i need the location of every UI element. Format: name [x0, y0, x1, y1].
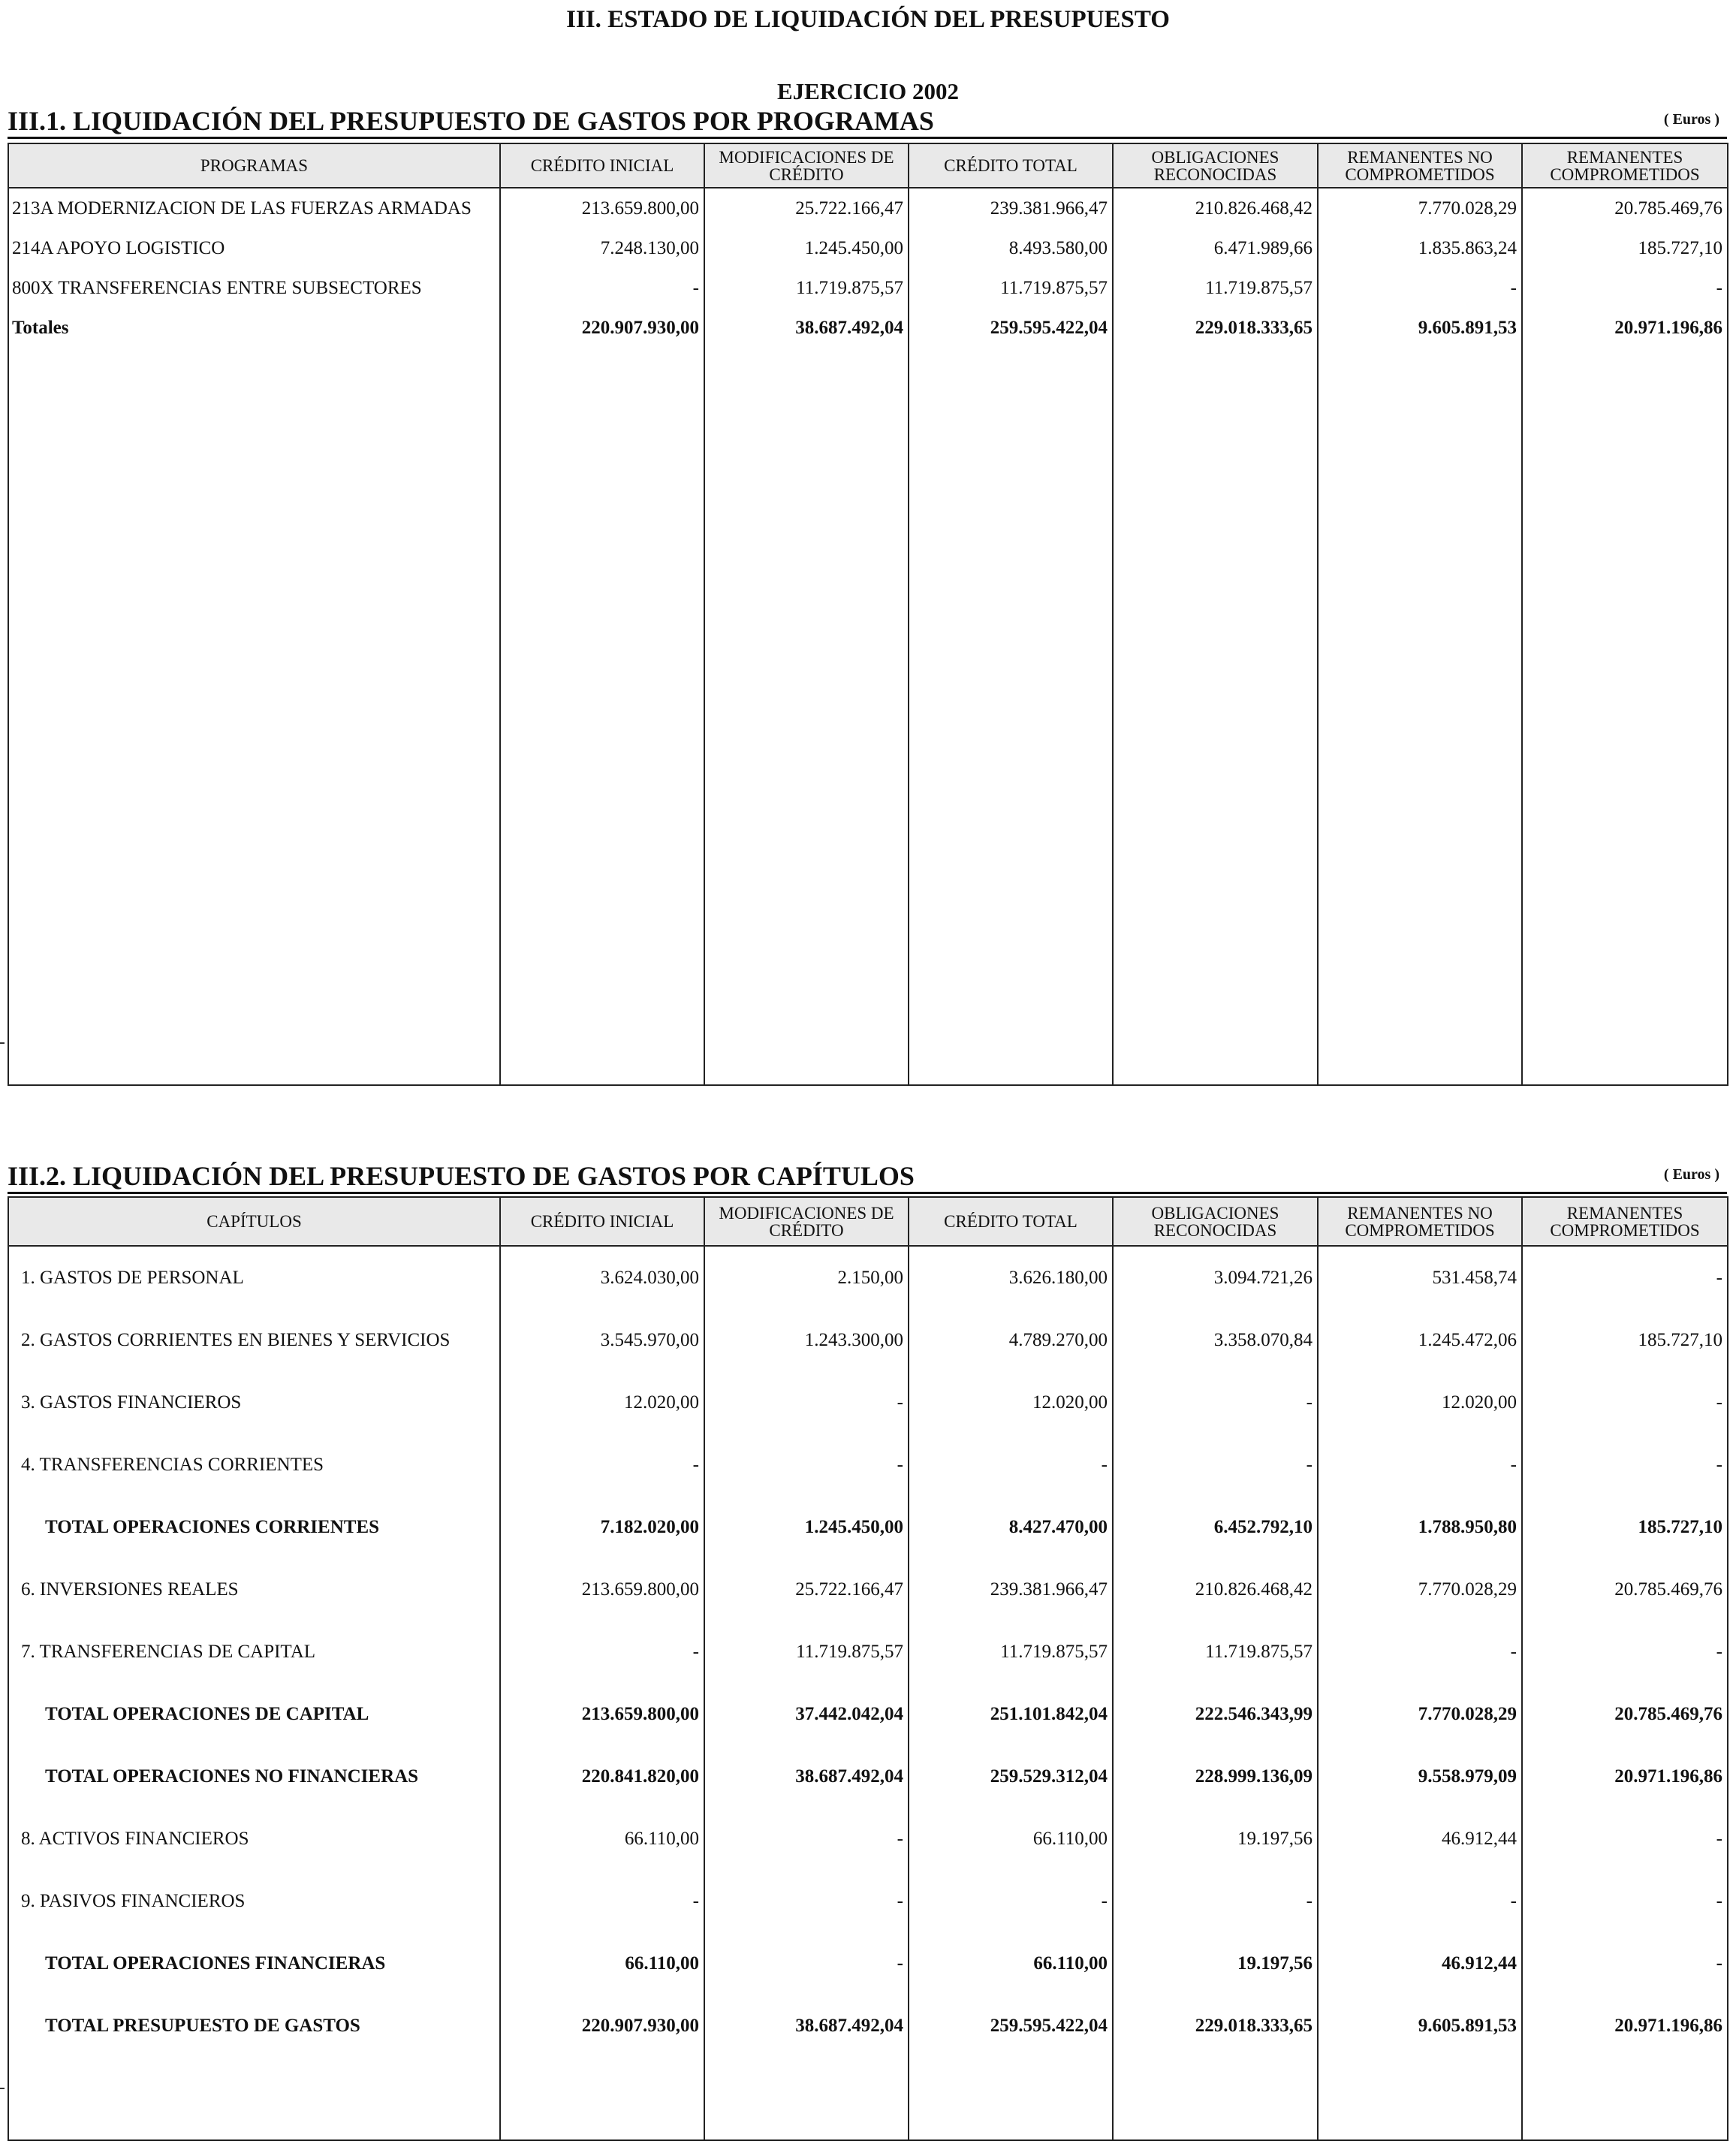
cell-value: 259.595.422,04 — [909, 1995, 1113, 2057]
header-credito-total: CRÉDITO TOTAL — [909, 143, 1113, 188]
row-label: 4. TRANSFERENCIAS CORRIENTES — [8, 1434, 500, 1496]
header-modificaciones: MODIFICACIONES DE CRÉDITO — [704, 1197, 909, 1246]
cell-value: 12.020,00 — [1318, 1371, 1522, 1434]
cell-value: - — [1522, 1621, 1728, 1683]
section1-rule — [8, 137, 1727, 139]
cell-value: 6.452.792,10 — [1113, 1496, 1318, 1558]
cell-value: 20.785.469,76 — [1522, 1683, 1728, 1745]
cell-value: 66.110,00 — [909, 1808, 1113, 1870]
table-row — [8, 1870, 1728, 1932]
cell-value: 38.687.492,04 — [704, 1745, 909, 1808]
cell-value: - — [500, 268, 704, 308]
cell-value: 220.907.930,00 — [500, 1995, 704, 2057]
programs-table — [8, 143, 1728, 1086]
table-row — [8, 1371, 1728, 1434]
cell-value: 11.719.875,57 — [704, 268, 909, 308]
section2-rule — [8, 1192, 1727, 1194]
table-row — [8, 228, 1728, 268]
subtotal-row — [8, 1745, 1728, 1808]
empty-row — [8, 348, 1728, 1085]
cell-value: 11.719.875,57 — [1113, 268, 1318, 308]
totals-row — [8, 308, 1728, 348]
cell-value: 8.493.580,00 — [909, 228, 1113, 268]
cell-value: 220.907.930,00 — [500, 308, 704, 348]
cell-value: - — [704, 1434, 909, 1496]
chapters-table — [8, 1196, 1728, 2141]
row-label: 3. GASTOS FINANCIEROS — [8, 1371, 500, 1434]
cell-value: - — [704, 1371, 909, 1434]
row-label: 8. ACTIVOS FINANCIEROS — [8, 1808, 500, 1870]
programs-header-row — [8, 143, 1728, 188]
cell-value: 2.150,00 — [704, 1246, 909, 1309]
cell-value: 239.381.966,47 — [909, 188, 1113, 228]
cell-value: 229.018.333,65 — [1113, 1995, 1318, 2057]
subtotal-row — [8, 1683, 1728, 1745]
cell-value: - — [1522, 1932, 1728, 1995]
cell-value: - — [704, 1870, 909, 1932]
header-remanentes-no: REMANENTES NO COMPROMETIDOS — [1318, 143, 1522, 188]
cell-value: 20.785.469,76 — [1522, 188, 1728, 228]
cell-value: 213.659.800,00 — [500, 1558, 704, 1621]
table-row — [8, 268, 1728, 308]
cell-value: 1.245.450,00 — [704, 1496, 909, 1558]
cell-value: - — [909, 1434, 1113, 1496]
section2-title: III.2. LIQUIDACIÓN DEL PRESUPUESTO DE GASTOS POR CAPÍTULOS — [8, 1161, 915, 1191]
cell-value: 185.727,10 — [1522, 228, 1728, 268]
row-label: 6. INVERSIONES REALES — [8, 1558, 500, 1621]
header-remanentes-comp: REMANENTES COMPROMETIDOS — [1522, 1197, 1728, 1246]
cell-value: 46.912,44 — [1318, 1932, 1522, 1995]
row-label: 800X TRANSFERENCIAS ENTRE SUBSECTORES — [8, 268, 500, 308]
cell-value: 239.381.966,47 — [909, 1558, 1113, 1621]
cell-value: 9.558.979,09 — [1318, 1745, 1522, 1808]
cell-value: 25.722.166,47 — [704, 1558, 909, 1621]
cell-value: 11.719.875,57 — [1113, 1621, 1318, 1683]
cell-value: - — [1522, 1434, 1728, 1496]
subtotal-row — [8, 1496, 1728, 1558]
cell-value: 222.546.343,99 — [1113, 1683, 1318, 1745]
cell-value: 7.770.028,29 — [1318, 1558, 1522, 1621]
cell-value: 229.018.333,65 — [1113, 308, 1318, 348]
cell-value: - — [1522, 1870, 1728, 1932]
subtotal-row — [8, 1932, 1728, 1995]
row-label: TOTAL OPERACIONES NO FINANCIERAS — [8, 1745, 500, 1808]
header-obligaciones: OBLIGACIONES RECONOCIDAS — [1113, 143, 1318, 188]
row-label: TOTAL OPERACIONES FINANCIERAS — [8, 1932, 500, 1995]
cell-value: 19.197,56 — [1113, 1932, 1318, 1995]
cell-value: 12.020,00 — [500, 1371, 704, 1434]
header-remanentes-no: REMANENTES NO COMPROMETIDOS — [1318, 1197, 1522, 1246]
cell-value: - — [1522, 1808, 1728, 1870]
cell-value: 46.912,44 — [1318, 1808, 1522, 1870]
cell-value: 66.110,00 — [500, 1808, 704, 1870]
cell-value: 7.770.028,29 — [1318, 188, 1522, 228]
header-credito-inicial: CRÉDITO INICIAL — [500, 143, 704, 188]
table-row — [8, 1808, 1728, 1870]
header-remanentes-comp: REMANENTES COMPROMETIDOS — [1522, 143, 1728, 188]
cell-value: 1.835.863,24 — [1318, 228, 1522, 268]
cell-value: - — [500, 1870, 704, 1932]
header-credito-inicial: CRÉDITO INICIAL — [500, 1197, 704, 1246]
cell-value: - — [1318, 1621, 1522, 1683]
cell-value: - — [1113, 1371, 1318, 1434]
cell-value: 3.626.180,00 — [909, 1246, 1113, 1309]
table-row — [8, 188, 1728, 228]
cell-value: 213.659.800,00 — [500, 1683, 704, 1745]
section1-units: ( Euros ) — [1663, 111, 1719, 128]
cell-value: 37.442.042,04 — [704, 1683, 909, 1745]
cell-value: 185.727,10 — [1522, 1309, 1728, 1371]
fiscal-year-title: EJERCICIO 2002 — [776, 78, 959, 104]
cell-value: - — [1318, 1434, 1522, 1496]
cell-value: 3.358.070,84 — [1113, 1309, 1318, 1371]
row-label: 214A APOYO LOGISTICO — [8, 228, 500, 268]
subtotal-row — [8, 1995, 1728, 2057]
cell-value: - — [1113, 1434, 1318, 1496]
cell-value: 7.770.028,29 — [1318, 1683, 1522, 1745]
section2-units: ( Euros ) — [1663, 1166, 1719, 1183]
margin-tick — [0, 2088, 5, 2089]
cell-value: 220.841.820,00 — [500, 1745, 704, 1808]
cell-value: - — [1113, 1870, 1318, 1932]
row-label: 2. GASTOS CORRIENTES EN BIENES Y SERVICIOS — [8, 1309, 500, 1371]
cell-value: - — [500, 1621, 704, 1683]
cell-value: - — [1522, 1246, 1728, 1309]
cell-value: 185.727,10 — [1522, 1496, 1728, 1558]
cell-value: 3.094.721,26 — [1113, 1246, 1318, 1309]
section1-title: III.1. LIQUIDACIÓN DEL PRESUPUESTO DE GASTOS POR PROGRAMAS — [8, 106, 934, 136]
cell-value: 9.605.891,53 — [1318, 308, 1522, 348]
cell-value: - — [1522, 268, 1728, 308]
table-row — [8, 1558, 1728, 1621]
row-label: TOTAL OPERACIONES DE CAPITAL — [8, 1683, 500, 1745]
header-capitulos: CAPÍTULOS — [8, 1197, 500, 1246]
cell-value: 3.545.970,00 — [500, 1309, 704, 1371]
header-obligaciones: OBLIGACIONES RECONOCIDAS — [1113, 1197, 1318, 1246]
empty-row — [8, 2057, 1728, 2140]
cell-value: - — [704, 1808, 909, 1870]
cell-value: 259.529.312,04 — [909, 1745, 1113, 1808]
cell-value: 20.971.196,86 — [1522, 1995, 1728, 2057]
cell-value: 9.605.891,53 — [1318, 1995, 1522, 2057]
cell-value: 210.826.468,42 — [1113, 1558, 1318, 1621]
cell-value: 11.719.875,57 — [909, 1621, 1113, 1683]
cell-value: - — [1522, 1371, 1728, 1434]
cell-value: - — [1318, 1870, 1522, 1932]
cell-value: - — [500, 1434, 704, 1496]
cell-value: 11.719.875,57 — [909, 268, 1113, 308]
cell-value: 1.243.300,00 — [704, 1309, 909, 1371]
row-label: 9. PASIVOS FINANCIEROS — [8, 1870, 500, 1932]
cell-value: - — [1318, 268, 1522, 308]
cell-value: 25.722.166,47 — [704, 188, 909, 228]
cell-value: 20.971.196,86 — [1522, 308, 1728, 348]
cell-value: 3.624.030,00 — [500, 1246, 704, 1309]
cell-value: - — [909, 1870, 1113, 1932]
header-programas: PROGRAMAS — [8, 143, 500, 188]
cell-value: 7.248.130,00 — [500, 228, 704, 268]
cell-value: 66.110,00 — [909, 1932, 1113, 1995]
cell-value: 1.245.472,06 — [1318, 1309, 1522, 1371]
cell-value: 4.789.270,00 — [909, 1309, 1113, 1371]
cell-value: 12.020,00 — [909, 1371, 1113, 1434]
margin-tick — [0, 1042, 5, 1044]
row-label: 1. GASTOS DE PERSONAL — [8, 1246, 500, 1309]
cell-value: 20.785.469,76 — [1522, 1558, 1728, 1621]
cell-value: 228.999.136,09 — [1113, 1745, 1318, 1808]
cell-value: 6.471.989,66 — [1113, 228, 1318, 268]
row-label: TOTAL PRESUPUESTO DE GASTOS — [8, 1995, 500, 2057]
table-row — [8, 1621, 1728, 1683]
cell-value: 1.788.950,80 — [1318, 1496, 1522, 1558]
cell-value: 1.245.450,00 — [704, 228, 909, 268]
table-row — [8, 1309, 1728, 1371]
row-label: 7. TRANSFERENCIAS DE CAPITAL — [8, 1621, 500, 1683]
cell-value: 66.110,00 — [500, 1932, 704, 1995]
cell-value: 213.659.800,00 — [500, 188, 704, 228]
cell-value: 19.197,56 — [1113, 1808, 1318, 1870]
cell-value: 38.687.492,04 — [704, 308, 909, 348]
cell-value: 210.826.468,42 — [1113, 188, 1318, 228]
document-title: III. ESTADO DE LIQUIDACIÓN DEL PRESUPUESTO — [566, 6, 1170, 33]
cell-value: 7.182.020,00 — [500, 1496, 704, 1558]
row-label: 213A MODERNIZACION DE LAS FUERZAS ARMADAS — [8, 188, 500, 228]
header-credito-total: CRÉDITO TOTAL — [909, 1197, 1113, 1246]
cell-value: 251.101.842,04 — [909, 1683, 1113, 1745]
table-row — [8, 1434, 1728, 1496]
cell-value: 20.971.196,86 — [1522, 1745, 1728, 1808]
cell-value: 8.427.470,00 — [909, 1496, 1113, 1558]
cell-value: 11.719.875,57 — [704, 1621, 909, 1683]
chapters-header-row — [8, 1197, 1728, 1246]
row-label: TOTAL OPERACIONES CORRIENTES — [8, 1496, 500, 1558]
cell-value: 531.458,74 — [1318, 1246, 1522, 1309]
cell-value: - — [704, 1932, 909, 1995]
header-modificaciones: MODIFICACIONES DE CRÉDITO — [704, 143, 909, 188]
table-row — [8, 1246, 1728, 1309]
row-label: Totales — [8, 308, 500, 348]
cell-value: 38.687.492,04 — [704, 1995, 909, 2057]
cell-value: 259.595.422,04 — [909, 308, 1113, 348]
